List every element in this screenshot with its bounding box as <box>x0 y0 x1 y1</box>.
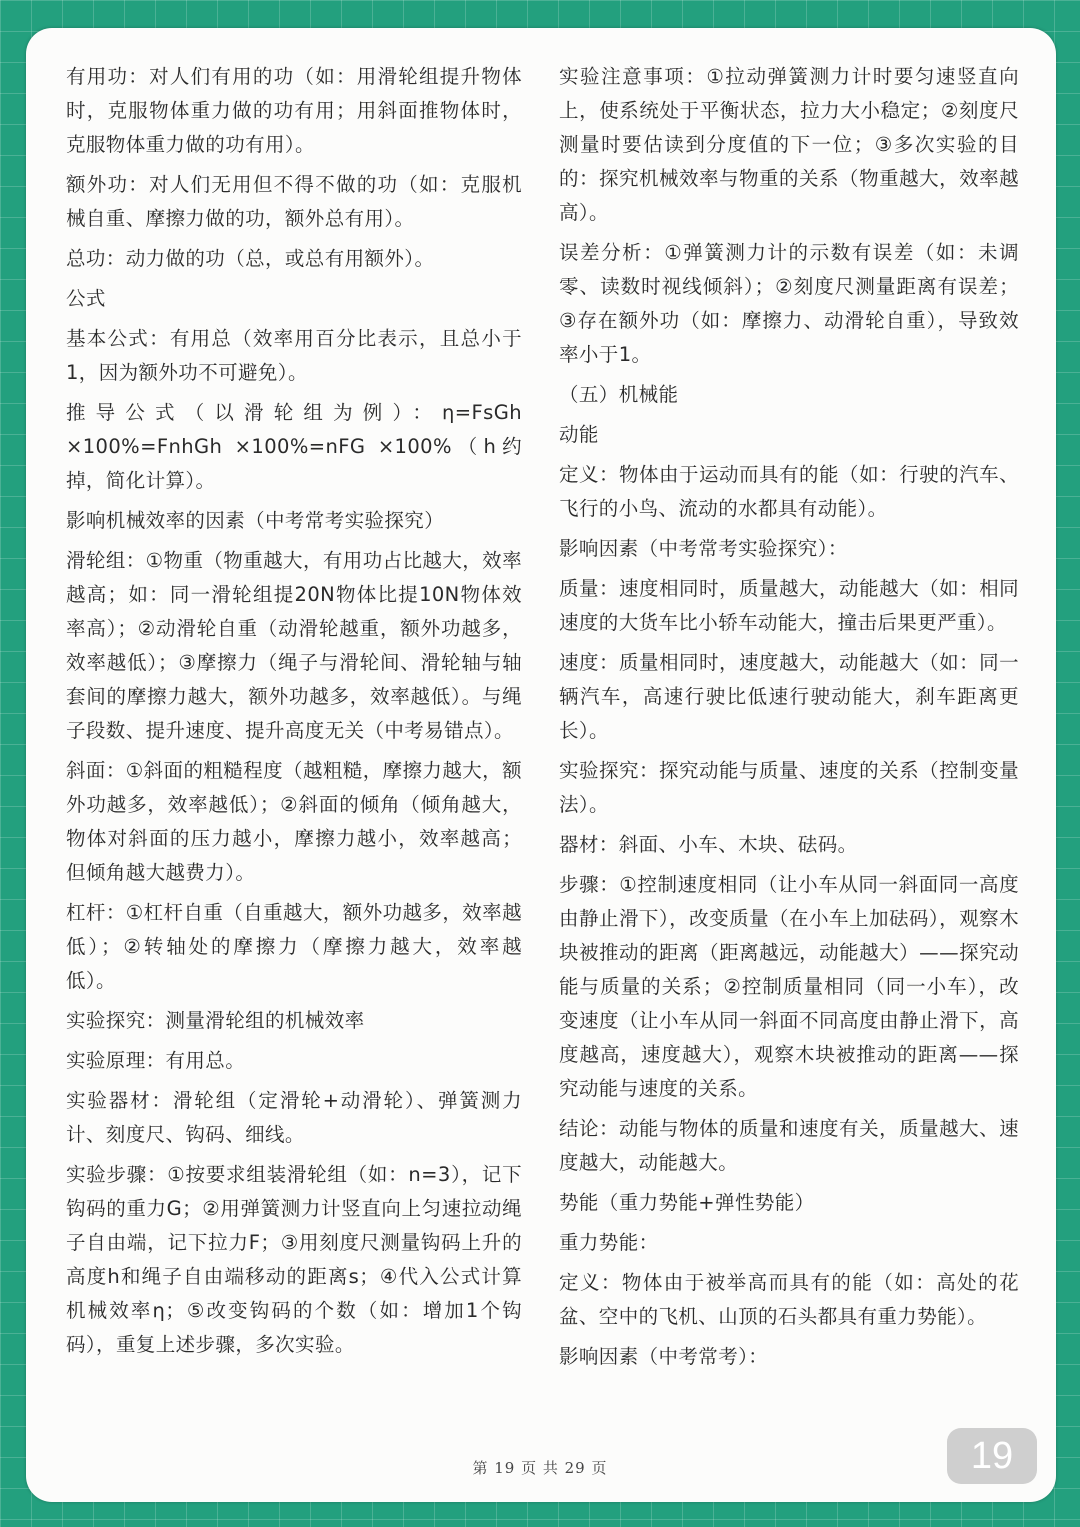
section-heading: 实验探究：测量滑轮组的机械效率 <box>66 1009 365 1032</box>
paragraph: 实验器材：滑轮组（定滑轮+动滑轮）、弹簧测力计、刻度尺、钩码、细线。 <box>66 1089 522 1146</box>
paragraph: 额外功：对人们无用但不得不做的功（如：克服机械自重、摩擦力做的功，额外总有用）。 <box>66 173 522 230</box>
section-heading: 势能（重力势能+弹性势能） <box>559 1191 815 1214</box>
paragraph: 斜面：①斜面的粗糙程度（越粗糙，摩擦力越大，额外功越多，效率越低）；②斜面的倾角（倾角越大，物体对斜面的压力越小，摩擦力越小，效率越高；但倾角越大越费力）。 <box>66 759 522 884</box>
page-footer: 第 19 页 共 29 页 <box>472 1459 608 1477</box>
paragraph: 实验探究：探究动能与质量、速度的关系（控制变量法）。 <box>559 759 1019 816</box>
right-column <box>559 60 1019 1380</box>
paragraph: 质量：速度相同时，质量越大，动能越大（如：相同速度的大货车比小轿车动能大，撞击后果更严重）。 <box>559 577 1019 634</box>
paragraph: 速度：质量相同时，速度越大，动能越大（如：同一辆汽车，高速行驶比低速行驶动能大，刹车距离更长）。 <box>559 651 1019 742</box>
paragraph: 实验原理：有用总。 <box>66 1049 246 1072</box>
paragraph: 实验注意事项：①拉动弹簧测力计时要匀速竖直向上，使系统处于平衡状态，拉力大小稳定；②刻度尺测量时要估读到分度值的下一位；③多次实验的目的：探究机械效率与物重的关系（物重越大，效率越高）。 <box>559 65 1019 224</box>
section-heading: 重力势能： <box>559 1231 659 1254</box>
section-heading: 影响机械效率的因素（中考常考实验探究） <box>66 509 445 532</box>
paragraph: 有用功：对人们有用的功（如：用滑轮组提升物体时，克服物体重力做的功有用；用斜面推物体时，克服物体重力做的功有用）。 <box>66 65 522 156</box>
paragraph: 杠杆：①杠杆自重（自重越大，额外功越多，效率越低）；②转轴处的摩擦力（摩擦力越大，效率越低）。 <box>66 901 522 992</box>
paragraph: 步骤：①控制速度相同（让小车从同一斜面同一高度由静止滑下），改变质量（在小车上加砝码），观察木块被推动的距离（距离越远，动能越大）——探究动能与质量的关系；②控制质量相同（同一小车），改变速度（让小车从同一斜面不同高度由静止滑下，高度越高，速度越大），观察木块被推动的距离——探究动能与速度的关系。 <box>559 873 1019 1100</box>
left-column <box>66 60 522 1368</box>
section-heading: 动能 <box>559 423 599 446</box>
paragraph: 定义：物体由于被举高而具有的能（如：高处的花盆、空中的飞机、山顶的石头都具有重力势能）。 <box>559 1271 1019 1328</box>
paragraph: 影响因素（中考常考实验探究）： <box>559 537 848 560</box>
section-heading: 公式 <box>66 287 106 310</box>
paragraph: 基本公式：有用总（效率用百分比表示，且总小于1，因为额外功不可避免）。 <box>66 327 522 384</box>
paragraph: 误差分析：①弹簧测力计的示数有误差（如：未调零、读数时视线倾斜）；②刻度尺测量距离有误差；③存在额外功（如：摩擦力、动滑轮自重），导致效率小于1。 <box>559 241 1019 366</box>
page-number-badge: 19 <box>947 1428 1037 1484</box>
paragraph: 结论：动能与物体的质量和速度有关，质量越大、速度越大，动能越大。 <box>559 1117 1019 1174</box>
paragraph: 器材：斜面、小车、木块、砝码。 <box>559 833 858 856</box>
paragraph: 定义：物体由于运动而具有的能（如：行驶的汽车、飞行的小鸟、流动的水都具有动能）。 <box>559 463 1019 520</box>
paragraph: 推导公式（以滑轮组为例）：η=FsGh ×100%=FnhGh ×100%=nFG ×100%（h约掉，简化计算）。 <box>66 401 522 492</box>
paragraph: 总功：动力做的功（总，或总有用额外）。 <box>66 247 435 270</box>
section-heading: （五）机械能 <box>559 383 679 406</box>
paragraph: 实验步骤：①按要求组装滑轮组（如：n=3），记下钩码的重力G；②用弹簧测力计竖直向上匀速拉动绳子自由端，记下拉力F；③用刻度尺测量钩码上升的高度h和绳子自由端移动的距离s；④代入公式计算机械效率η；⑤改变钩码的个数（如：增加1个钩码），重复上述步骤，多次实验。 <box>66 1163 522 1356</box>
paragraph: 滑轮组：①物重（物重越大，有用功占比越大，效率越高；如：同一滑轮组提20N物体比提10N物体效率高）；②动滑轮自重（动滑轮越重，额外功越多，效率越低）；③摩擦力（绳子与滑轮间、滑轮轴与轴套间的摩擦力越大，额外功越多，效率越低）。与绳子段数、提升速度、提升高度无关（中考易错点）。 <box>66 549 522 742</box>
paragraph: 影响因素（中考常考）： <box>559 1345 769 1368</box>
